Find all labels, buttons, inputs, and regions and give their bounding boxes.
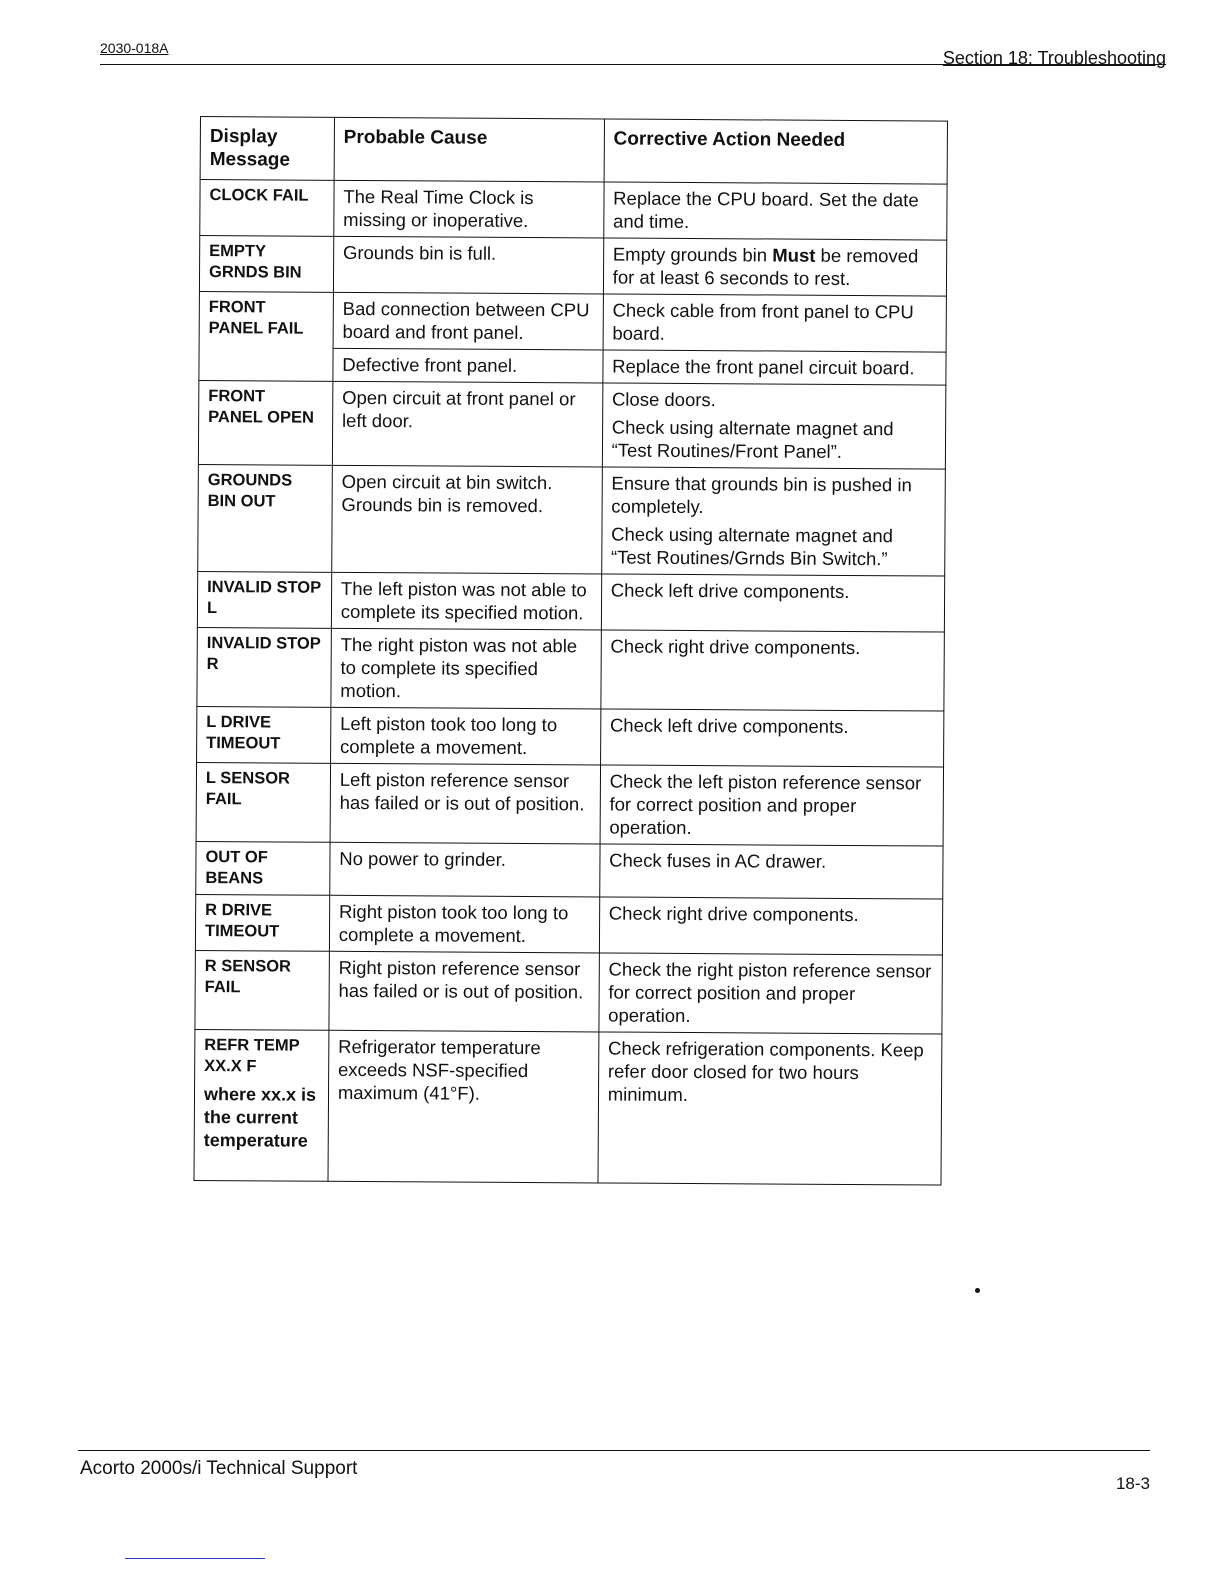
display-message: GROUNDS BIN OUT	[198, 464, 332, 572]
corrective-action: Replace the front panel circuit board.	[603, 350, 946, 385]
probable-cause: Right piston took too long to complete a movement.	[329, 895, 599, 953]
display-message: OUT OF BEANS	[196, 841, 330, 895]
corrective-action: Check the right piston reference sensor for correct position and proper operation.	[599, 953, 943, 1034]
bottom-rule	[125, 1558, 265, 1559]
probable-cause: No power to grinder.	[330, 842, 600, 897]
header-rule	[100, 64, 1166, 65]
header-display-message: Display Message	[200, 117, 334, 181]
table-row	[197, 706, 944, 767]
table-row	[199, 291, 946, 352]
table-row	[197, 571, 944, 632]
table-row	[196, 762, 943, 846]
display-message	[194, 1029, 329, 1181]
action-text: Empty grounds bin	[612, 243, 773, 266]
corrective-action	[603, 238, 947, 296]
corrective-action: Check left drive components.	[601, 574, 945, 632]
table-row	[194, 1029, 942, 1185]
display-message: FRONT PANEL OPEN	[198, 380, 332, 465]
display-message-code: REFR TEMP XX.X F	[204, 1036, 300, 1076]
corrective-action	[601, 467, 945, 576]
table-row	[199, 236, 946, 297]
action-paragraph: Check using alternate magnet and “Test Routines/Front Panel”.	[611, 416, 894, 462]
probable-cause: Refrigerator temperature exceeds NSF-specified maximum (41°F).	[328, 1030, 599, 1183]
action-paragraph: Close doors.	[611, 388, 716, 411]
header-corrective-action: Corrective Action Needed	[604, 119, 948, 184]
display-message: INVALID STOP L	[197, 571, 331, 628]
probable-cause: Left piston took too long to complete a movement.	[330, 707, 600, 765]
corrective-action: Replace the CPU board. Set the date and time.	[603, 182, 947, 240]
action-paragraph: Check using alternate magnet and “Test Routines/Grnds Bin Switch.”	[610, 523, 894, 570]
table-header-row	[200, 117, 947, 185]
action-paragraph: Ensure that grounds bin is pushed in completely.	[611, 472, 912, 518]
display-message: EMPTY GRNDS BIN	[199, 236, 333, 293]
probable-cause: The right piston was not able to complete its specified motion.	[331, 628, 601, 709]
display-message: R SENSOR FAIL	[195, 950, 329, 1030]
corrective-action: Check right drive components.	[601, 630, 945, 711]
probable-cause: Grounds bin is full.	[333, 236, 603, 294]
corrective-action: Check the left piston reference sensor for correct position and proper operation.	[600, 765, 944, 846]
footer-rule	[78, 1450, 1150, 1451]
probable-cause: Open circuit at front panel or left door.	[332, 381, 602, 467]
section-title: Section 18: Troubleshooting	[942, 48, 1166, 68]
display-message: INVALID STOP R	[197, 627, 331, 707]
table-row	[200, 180, 947, 241]
table-row	[196, 841, 943, 899]
corrective-action: Check left drive components.	[600, 709, 944, 767]
probable-cause: Bad connection between CPU board and front panel.	[333, 292, 603, 350]
page-number: 18-3	[1115, 1474, 1150, 1493]
probable-cause: Defective front panel.	[333, 348, 603, 383]
troubleshooting-table	[193, 116, 947, 1186]
probable-cause: Right piston reference sensor has failed or is out of position.	[329, 951, 599, 1032]
table-row	[198, 464, 946, 576]
display-message: L DRIVE TIMEOUT	[197, 706, 331, 763]
corrective-action: Check right drive components.	[599, 897, 943, 955]
table-row	[198, 380, 945, 469]
display-message: CLOCK FAIL	[200, 180, 334, 237]
header-probable-cause: Probable Cause	[334, 117, 604, 182]
manual-title: Acorto 2000s/i Technical Support	[80, 1458, 358, 1479]
table-row	[197, 627, 944, 711]
table-row	[195, 894, 942, 955]
probable-cause: Left piston reference sensor has failed or is out of position.	[330, 763, 600, 844]
corrective-action	[602, 383, 946, 469]
table-row	[195, 950, 942, 1034]
doc-number: 2030-018A	[100, 40, 169, 56]
stray-dot	[975, 1288, 980, 1293]
corrective-action: Check cable from front panel to CPU board.	[603, 294, 947, 352]
display-message: R DRIVE TIMEOUT	[195, 894, 329, 951]
display-message: L SENSOR FAIL	[196, 762, 330, 842]
display-message: FRONT PANEL FAIL	[199, 291, 333, 381]
probable-cause: Open circuit at bin switch. Grounds bin is removed.	[332, 465, 603, 574]
corrective-action: Check fuses in AC drawer.	[599, 844, 943, 899]
probable-cause: The left piston was not able to complete its specified motion.	[331, 572, 601, 630]
action-text: be removed for at least 6 seconds to rest.	[612, 244, 919, 289]
action-emphasis: Must	[772, 244, 816, 266]
probable-cause: The Real Time Clock is missing or inoperative.	[334, 180, 604, 238]
corrective-action: Check refrigeration components. Keep refer door closed for two hours minimum.	[598, 1032, 942, 1185]
display-message-note: where xx.x is the current temperature	[203, 1084, 317, 1151]
